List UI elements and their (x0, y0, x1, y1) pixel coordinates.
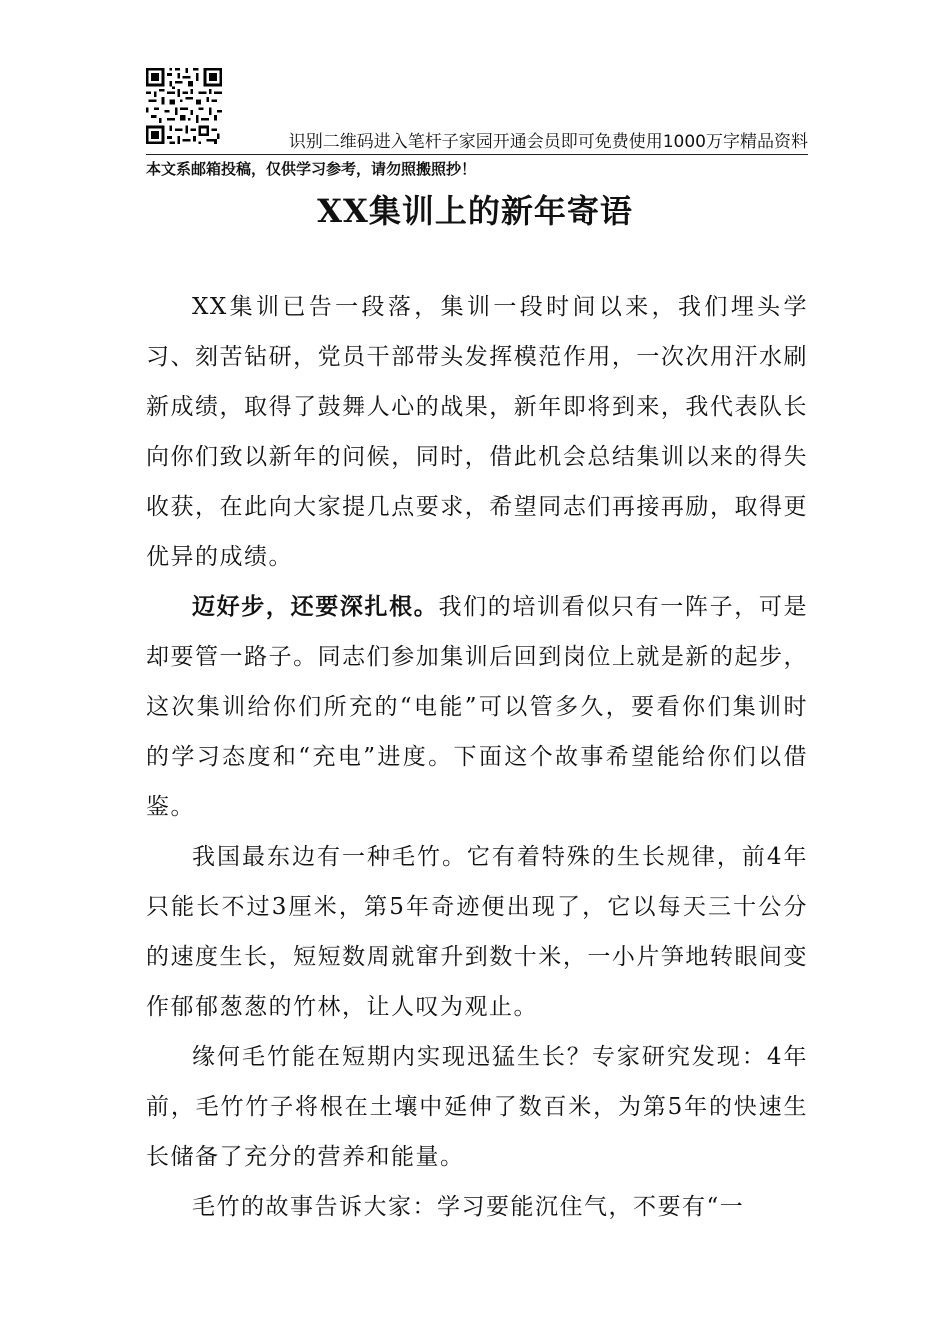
header-divider (146, 154, 808, 155)
document-body (146, 282, 808, 1232)
paragraph (146, 282, 808, 582)
paragraph-text: 我们的培训看似只有一阵子，可是却要管一路子。同志们参加集训后回到岗位上就是新的起步，这次集训给你们所充的“电能”可以管多久，要看你们集训时的学习态度和“充电”进度。下面这个故事希望能给你们以借鉴。 (146, 594, 809, 820)
qr-code-icon (146, 68, 222, 144)
paragraph (146, 1182, 808, 1232)
paragraph-text: 毛竹的故事告诉大家：学习要能沉住气，不要有“一 (192, 1194, 745, 1220)
paragraph (146, 1032, 808, 1182)
paragraph-text: 我国最东边有一种毛竹。它有着特殊的生长规律，前4年只能长不过3厘米，第5年奇迹便出现了，它以每天三十公分的速度生长，短短数周就窜升到数十米，一小片笋地转眼间变作郁郁葱葱的竹林，让人叹为观止。 (146, 844, 808, 1020)
submission-notice: 本文系邮箱投稿，仅供学习参考，请勿照搬照抄！ (146, 160, 477, 178)
paragraph-text: XX集训已告一段落，集训一段时间以来，我们埋头学习、刻苦钻研，党员干部带头发挥模范作用，一次次用汗水刷新成绩，取得了鼓舞人心的战果，新年即将到来，我代表队长向你们致以新年的问候，同时，借此机会总结集训以来的得失收获，在此向大家提几点要求，希望同志们再接再励，取得更优异的成绩。 (146, 294, 808, 570)
page-header (146, 68, 808, 154)
paragraph (146, 832, 808, 1032)
paragraph (146, 582, 808, 832)
document-title: XX集训上的新年寄语 (317, 192, 633, 230)
paragraph-text: 缘何毛竹能在短期内实现迅猛生长？专家研究发现：4年前，毛竹竹子将根在土壤中延伸了数百米，为第5年的快速生长储备了充分的营养和能量。 (146, 1044, 808, 1170)
paragraph-lead: 迈好步，还要深扎根。 (192, 593, 439, 620)
header-promo-text: 识别二维码进入笔杆子家园开通会员即可免费使用1000万字精品资料 (288, 132, 808, 152)
